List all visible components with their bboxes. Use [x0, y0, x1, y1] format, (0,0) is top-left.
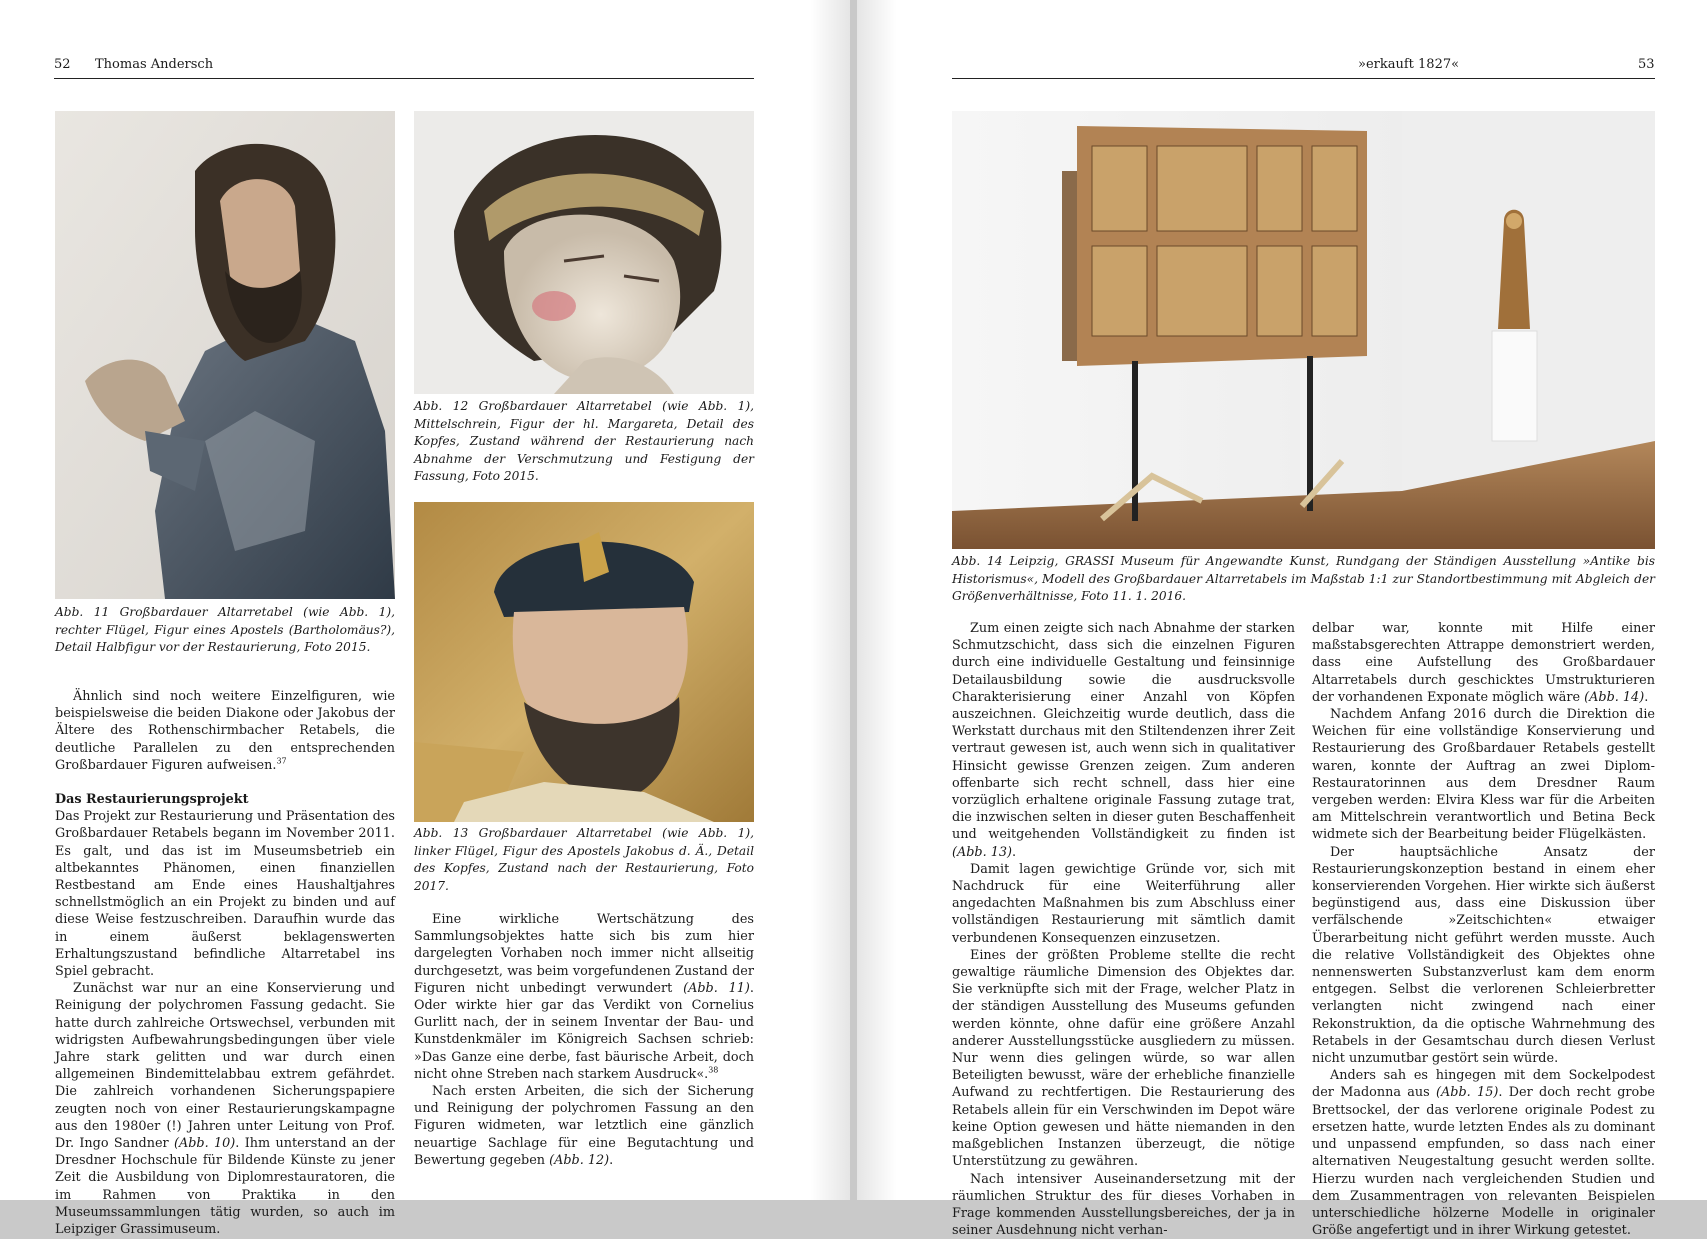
figure-ref[interactable]: (Abb. 11)	[683, 981, 750, 996]
paragraph-text: Zum einen zeigte sich nach Abnahme der starken Schmutzschicht, dass sich die einzelnen Figuren durch eine individuelle Gestaltung und feinsinnige Detailausbildung sowie die ausdrucksvolle Charakterisierung einer Anzahl von Köpfen auszeichnen. Gleichzeitig wurde deutlich, dass die Werkstatt durchaus mit den Stiltendenzen ihrer Zeit vertraut gewesen ist, auch wenn sich in qualitativer Hinsicht gewisse Grenzen zeigen. Zum anderen offenbarte sich recht schnell, dass hier eine vorzüglich erhaltene originale Fassung zutage trat, die inzwischen selten in dieser guten Beschaffenheit und weitgehenden Vollständigkeit zu finden ist	[952, 621, 1295, 842]
photo-jakobus-head	[414, 502, 754, 822]
paragraph: Nachdem Anfang 2016 durch die Direktion die Weichen für eine vollständige Konservierung und Restaurierung des Großbardauer Retabels gestellt waren, konnte der Auftrag an zwei Diplom-Restauratorinnen aus dem Dresdner Raum vergeben werden: Elvira Kless war für die Arbeiten am Mittelschrein verantwortlich und Betina Beck widmete sich der Bearbeitung beider Flügelkästen.	[1312, 706, 1655, 844]
paragraph-text: Zunächst war nur an eine Konservierung und Reinigung der polychromen Fassung gedacht. Sie hatte durch zahlreiche Ortswechsel, verbunden mit widrigsten Aufbewahrungsbedingungen über viele Jahre stark gelitten und war durch einen allgemeinen Bindemittelabbau extrem gefährdet. Die zahlreich vorhandenen Sicherungspapiere zeugten noch von einer Restaurierungskampagne aus den 1980er (!) Jahren unter Leitung von Prof. Dr. Ingo Sandner	[55, 981, 395, 1151]
footnote-ref[interactable]: 37	[276, 757, 286, 766]
paragraph: Nach intensiver Auseinandersetzung mit der räumlichen Struktur des für dieses Vorhaben in Frage kommenden Ausstellungsbereiches, der ja in seiner Ausdehnung nicht verhan-	[952, 1171, 1295, 1239]
caption-abb-14: Abb. 14 Leipzig, GRASSI Museum für Angewandte Kunst, Rundgang der Ständigen Ausstellung »Antike bis Historismus«, Modell des Großbardauer Altarretabels im Maßstab 1:1 zur Standortbestimmung mit Abgleich der Größenverhältnisse, Foto 11. 1. 2016.	[952, 553, 1655, 606]
page-number-left: 52	[54, 57, 71, 72]
running-head-title: »erkauft 1827«	[1358, 57, 1459, 72]
paragraph-text: . Der doch recht grobe Brettsockel, der das verlorene originale Podest zu ersetzen hatte, wurde letzten Endes als zu dominant und unpassend empfunden, so dass nach einer alternativen Neugestaltung gesucht werden sollte. Hierzu wurden nach vergleichenden Studien und dem Zusammentragen von relevanten Beispielen unterschiedliche hölzerne Modelle in originaler Größe angefertigt und in ihrer Wirkung getestet.	[1312, 1085, 1655, 1238]
paragraph-text: delbar war, konnte mit Hilfe einer maßstabsgerechten Attrappe demonstriert werden, dass eine Aufstellung des Großbardauer Altarretabels durch geschicktes Umstrukturieren der vorhandenen Exponate möglich wäre	[1312, 621, 1655, 705]
right-column-1	[952, 620, 1295, 1239]
paragraph-text: .	[1644, 690, 1648, 705]
spine-shadow	[810, 0, 850, 1200]
figure-ref[interactable]: (Abb. 13)	[952, 845, 1012, 860]
caption-abb-11: Abb. 11 Großbardauer Altarretabel (wie Abb. 1), rechter Flügel, Figur eines Apostels (Bartholomäus?), Detail Halbfigur vor der Restaurierung, Foto 2015.	[55, 604, 395, 657]
header-rule	[952, 78, 1655, 79]
spine-shadow	[857, 0, 897, 1200]
paragraph-text: Ähnlich sind noch weitere Einzelfiguren, wie beispielsweise die beiden Diakone oder Jakobus der Ältere des Rothenschirmbacher Retabels, die deutliche Parallelen zu den entsprechenden Großbardauer Figuren aufweisen.	[55, 689, 395, 773]
left-column-1	[55, 688, 395, 1238]
paragraph: Damit lagen gewichtige Gründe vor, sich mit Nachdruck für eine Weiterführung aller angedachten Maßnahmen bis zum Abschluss einer vollständigen Restaurierung mit sämtlich damit verbundenen Konsequenzen einzusetzen.	[952, 861, 1295, 947]
footnote-ref[interactable]: 38	[708, 1066, 718, 1075]
paragraph: Das Projekt zur Restaurierung und Präsentation des Großbardauer Retabels begann im November 2011. Es galt, und das ist im Museumsbetrieb ein altbekanntes Phänomen, einen finanziellen Restbestand am Ende eines Haushaltjahres schnellstmöglich an ein Projekt zu binden und auf diese Weise festzuschreiben. Daraufhin wurde das in einem äußerst beklagenswerten Erhaltungszustand befindliche Altarretabel ins Spiel gebracht.	[55, 808, 395, 980]
figure-ref[interactable]: (Abb. 14)	[1584, 690, 1644, 705]
paragraph	[1312, 620, 1655, 706]
header-rule	[54, 78, 754, 79]
figure-ref[interactable]: (Abb. 15)	[1436, 1085, 1498, 1100]
paragraph	[1312, 1067, 1655, 1239]
paragraph-text: .	[609, 1153, 613, 1168]
caption-abb-12: Abb. 12 Großbardauer Altarretabel (wie Abb. 1), Mittelschrein, Figur der hl. Margareta, Detail des Kopfes, Zustand während der Restaurierung nach Abnahme der Verschmutzung und Festigung der Fassung, Foto 2015.	[414, 398, 754, 486]
paragraph-text: Anders sah es hingegen mit dem Sockelpodest der Madonna aus	[1312, 1068, 1655, 1100]
paragraph-text: .	[1012, 845, 1016, 860]
paragraph: Der hauptsächliche Ansatz der Restaurierungskonzeption bestand in einem eher konservierenden Vorgehen. Hier wirkte sich äußerst begünstigend aus, dass eine Diskussion über verfälschende »Zeitschichten« etwaiger Überarbeitung nicht geführt werden musste. Auch die relative Vollständigkeit des Objektes ohne nennenswerten Substanzverlust kam dem enorm entgegen. Selbst die verlorenen Schleierbretter verlangten nicht zwingend nach einer Rekonstruktion, da die optische Wahrnehmung des Retabels in der Gesamtschau durch diesen Verlust nicht unzumutbar gestört sein würde.	[1312, 844, 1655, 1068]
paragraph-text: . Oder wirkte hier gar das Verdikt von Cornelius Gurlitt nach, der in seinem Inventar der Bau- und Kunstdenkmäler im Königreich Sachsen schrieb: »Das Ganze eine derbe, fast bäurische Arbeit, doch nicht ohne Streben nach starkem Ausdruck«.	[414, 981, 754, 1082]
paragraph	[952, 620, 1295, 861]
paragraph	[55, 688, 395, 774]
left-page	[0, 0, 850, 1200]
photo-museum-gallery-mockup	[952, 111, 1655, 549]
caption-abb-13: Abb. 13 Großbardauer Altarretabel (wie Abb. 1), linker Flügel, Figur des Apostels Jakobus d. Ä., Detail des Kopfes, Zustand nach der Restaurierung, Foto 2017.	[414, 825, 754, 895]
page-number-right: 53	[1638, 57, 1655, 72]
figure-ref[interactable]: (Abb. 10)	[174, 1136, 235, 1151]
running-head-author: Thomas Andersch	[95, 57, 213, 72]
right-column-2	[1312, 620, 1655, 1239]
paragraph-text: Nach ersten Arbeiten, die sich der Sicherung und Reinigung der polychromen Fassung an den Figuren widmeten, war letztlich eine gänzlich neuartige Sachlage für eine Begutachtung und Bewertung gegeben	[414, 1084, 754, 1168]
figure-ref[interactable]: (Abb. 12)	[549, 1153, 609, 1168]
right-page	[857, 0, 1707, 1200]
photo-margareta-head	[414, 111, 754, 394]
paragraph	[414, 911, 754, 1083]
section-heading: Das Restaurierungsprojekt	[55, 791, 395, 808]
paragraph	[414, 1083, 754, 1169]
paragraph-text: Eine wirkliche Wertschätzung des Sammlungsobjektes hatte sich bis zum hier dargelegten Vorhaben noch immer nicht allseitig durchgesetzt, was beim vorgefundenen Zustand der Figuren nicht unbedingt verwundert	[414, 912, 754, 996]
left-column-2	[414, 911, 754, 1169]
paragraph: Eines der größten Probleme stellte die recht gewaltige räumliche Dimension des Objektes dar. Sie verknüpfte sich mit der Frage, welcher Platz in der ständigen Ausstellung des Museums gefunden werden könnte, ohne dafür eine größere Anzahl anderer Ausstellungsstücke ausgliedern zu müssen. Nur wenn dies gelingen würde, so war allen Beteiligten bewusst, wäre der erhebliche finanzielle Aufwand zu rechtfertigen. Die Restaurierung des Retabels allein für ein Verschwinden im Depot wäre keine Option gewesen und hätte niemanden in den maßgeblichen Instanzen überzeugt, die nötige Unterstützung zu gewähren.	[952, 947, 1295, 1171]
paragraph-text: . Ihm unterstand an der Dresdner Hochschule für Bildende Künste zu jener Zeit die Ausbildung von Diplomrestauratoren, die im Rahmen von Praktika in den Museumssammlungen tätig wurden, so auch im Leipziger Grassimuseum.	[55, 1136, 395, 1237]
photo-apostle-bartholomew	[55, 111, 395, 599]
